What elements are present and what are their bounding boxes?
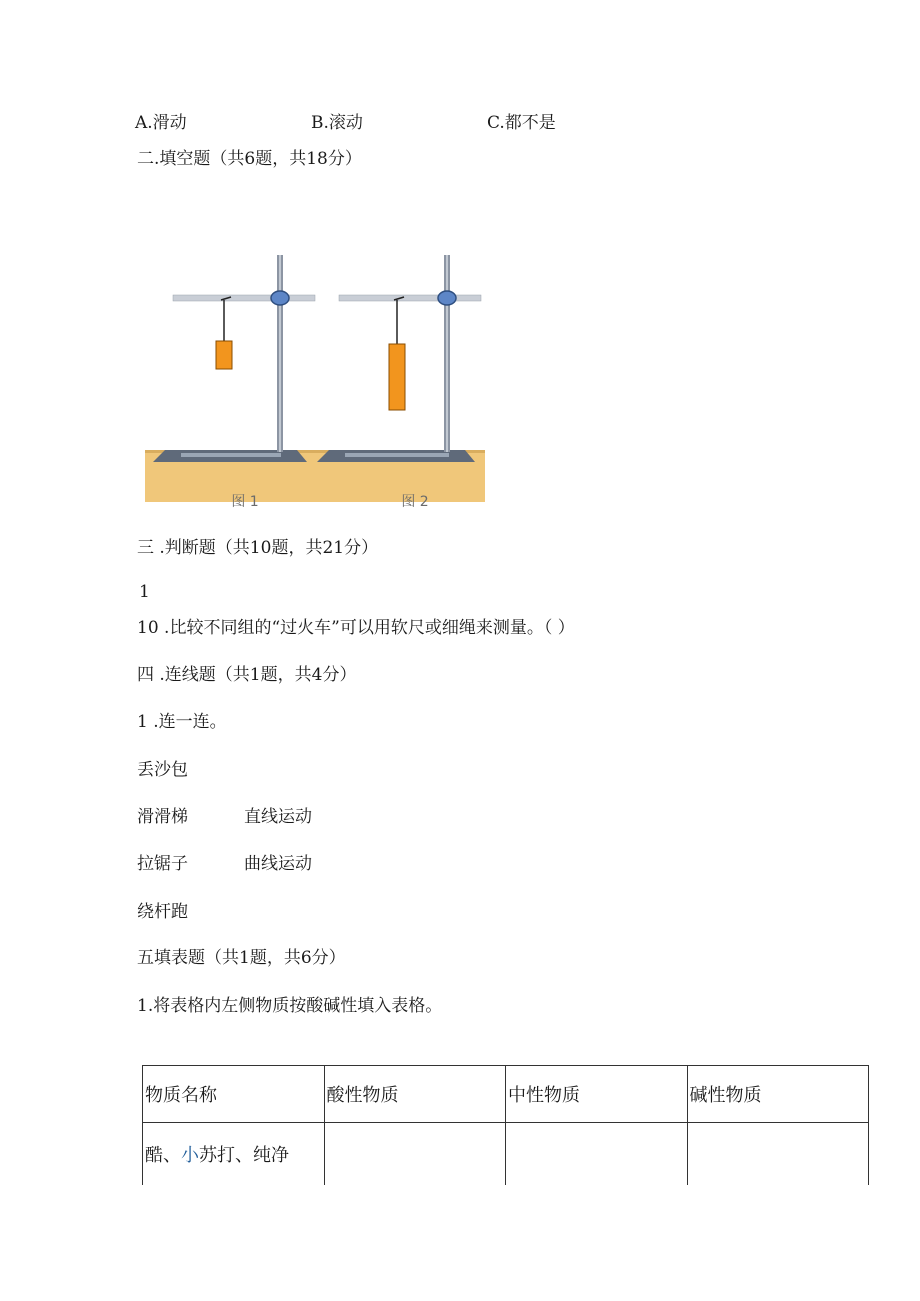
- iron-stand-figure: [145, 250, 485, 512]
- table-header-cell: 中性物质: [506, 1066, 688, 1123]
- table-header-cell: 碱性物质: [687, 1066, 869, 1123]
- section-4-title: 四 .连线题（共1题，共4分）: [137, 665, 357, 685]
- acid-cell[interactable]: [324, 1123, 506, 1186]
- table-header-row: [143, 1066, 869, 1123]
- table-header-cell: 酸性物质: [324, 1066, 506, 1123]
- match-right-item: 曲线运动: [244, 854, 312, 874]
- question-5-1: 1.将表格内左侧物质按酸碱性填入表格。: [137, 996, 443, 1016]
- option-b: B.滚动: [311, 113, 363, 133]
- substance-text: 酷、: [145, 1145, 181, 1166]
- match-right-item: 直线运动: [244, 807, 312, 827]
- table-header-cell: 物质名称: [143, 1066, 325, 1123]
- figure-caption-1: 图 1: [231, 494, 259, 510]
- section-2-title: 二.填空题（共6题，共18分）: [137, 149, 362, 169]
- match-left-item: 绕杆跑: [137, 902, 188, 922]
- substance-text-highlight: 小: [181, 1145, 199, 1166]
- base-cell[interactable]: [687, 1123, 869, 1186]
- match-left-item: 丢沙包: [137, 760, 188, 780]
- match-left-item: 滑滑梯: [137, 807, 188, 827]
- acid-base-table: [142, 1065, 869, 1185]
- iron-stand-2: [317, 255, 481, 462]
- match-left-item: 拉锯子: [137, 854, 188, 874]
- table-row: [143, 1123, 869, 1186]
- substance-text: 苏打、纯净: [199, 1145, 289, 1166]
- neutral-cell[interactable]: [506, 1123, 688, 1186]
- figure-caption-2: 图 2: [401, 494, 429, 510]
- question-10: 10 .比较不同组的“过火车”可以用软尺或细绳来测量。（ ）: [137, 618, 575, 638]
- iron-stand-1: [153, 255, 315, 462]
- section-5-title: 五填表题（共1题，共6分）: [137, 948, 346, 968]
- option-a: A.滑动: [135, 113, 187, 133]
- question-number: 1: [139, 582, 150, 602]
- option-c: C.都不是: [487, 113, 556, 133]
- section-3-title: 三 .判断题（共10题，共21分）: [137, 538, 379, 558]
- question-4-1: 1 .连一连。: [137, 712, 227, 732]
- substance-names-cell: [143, 1123, 325, 1186]
